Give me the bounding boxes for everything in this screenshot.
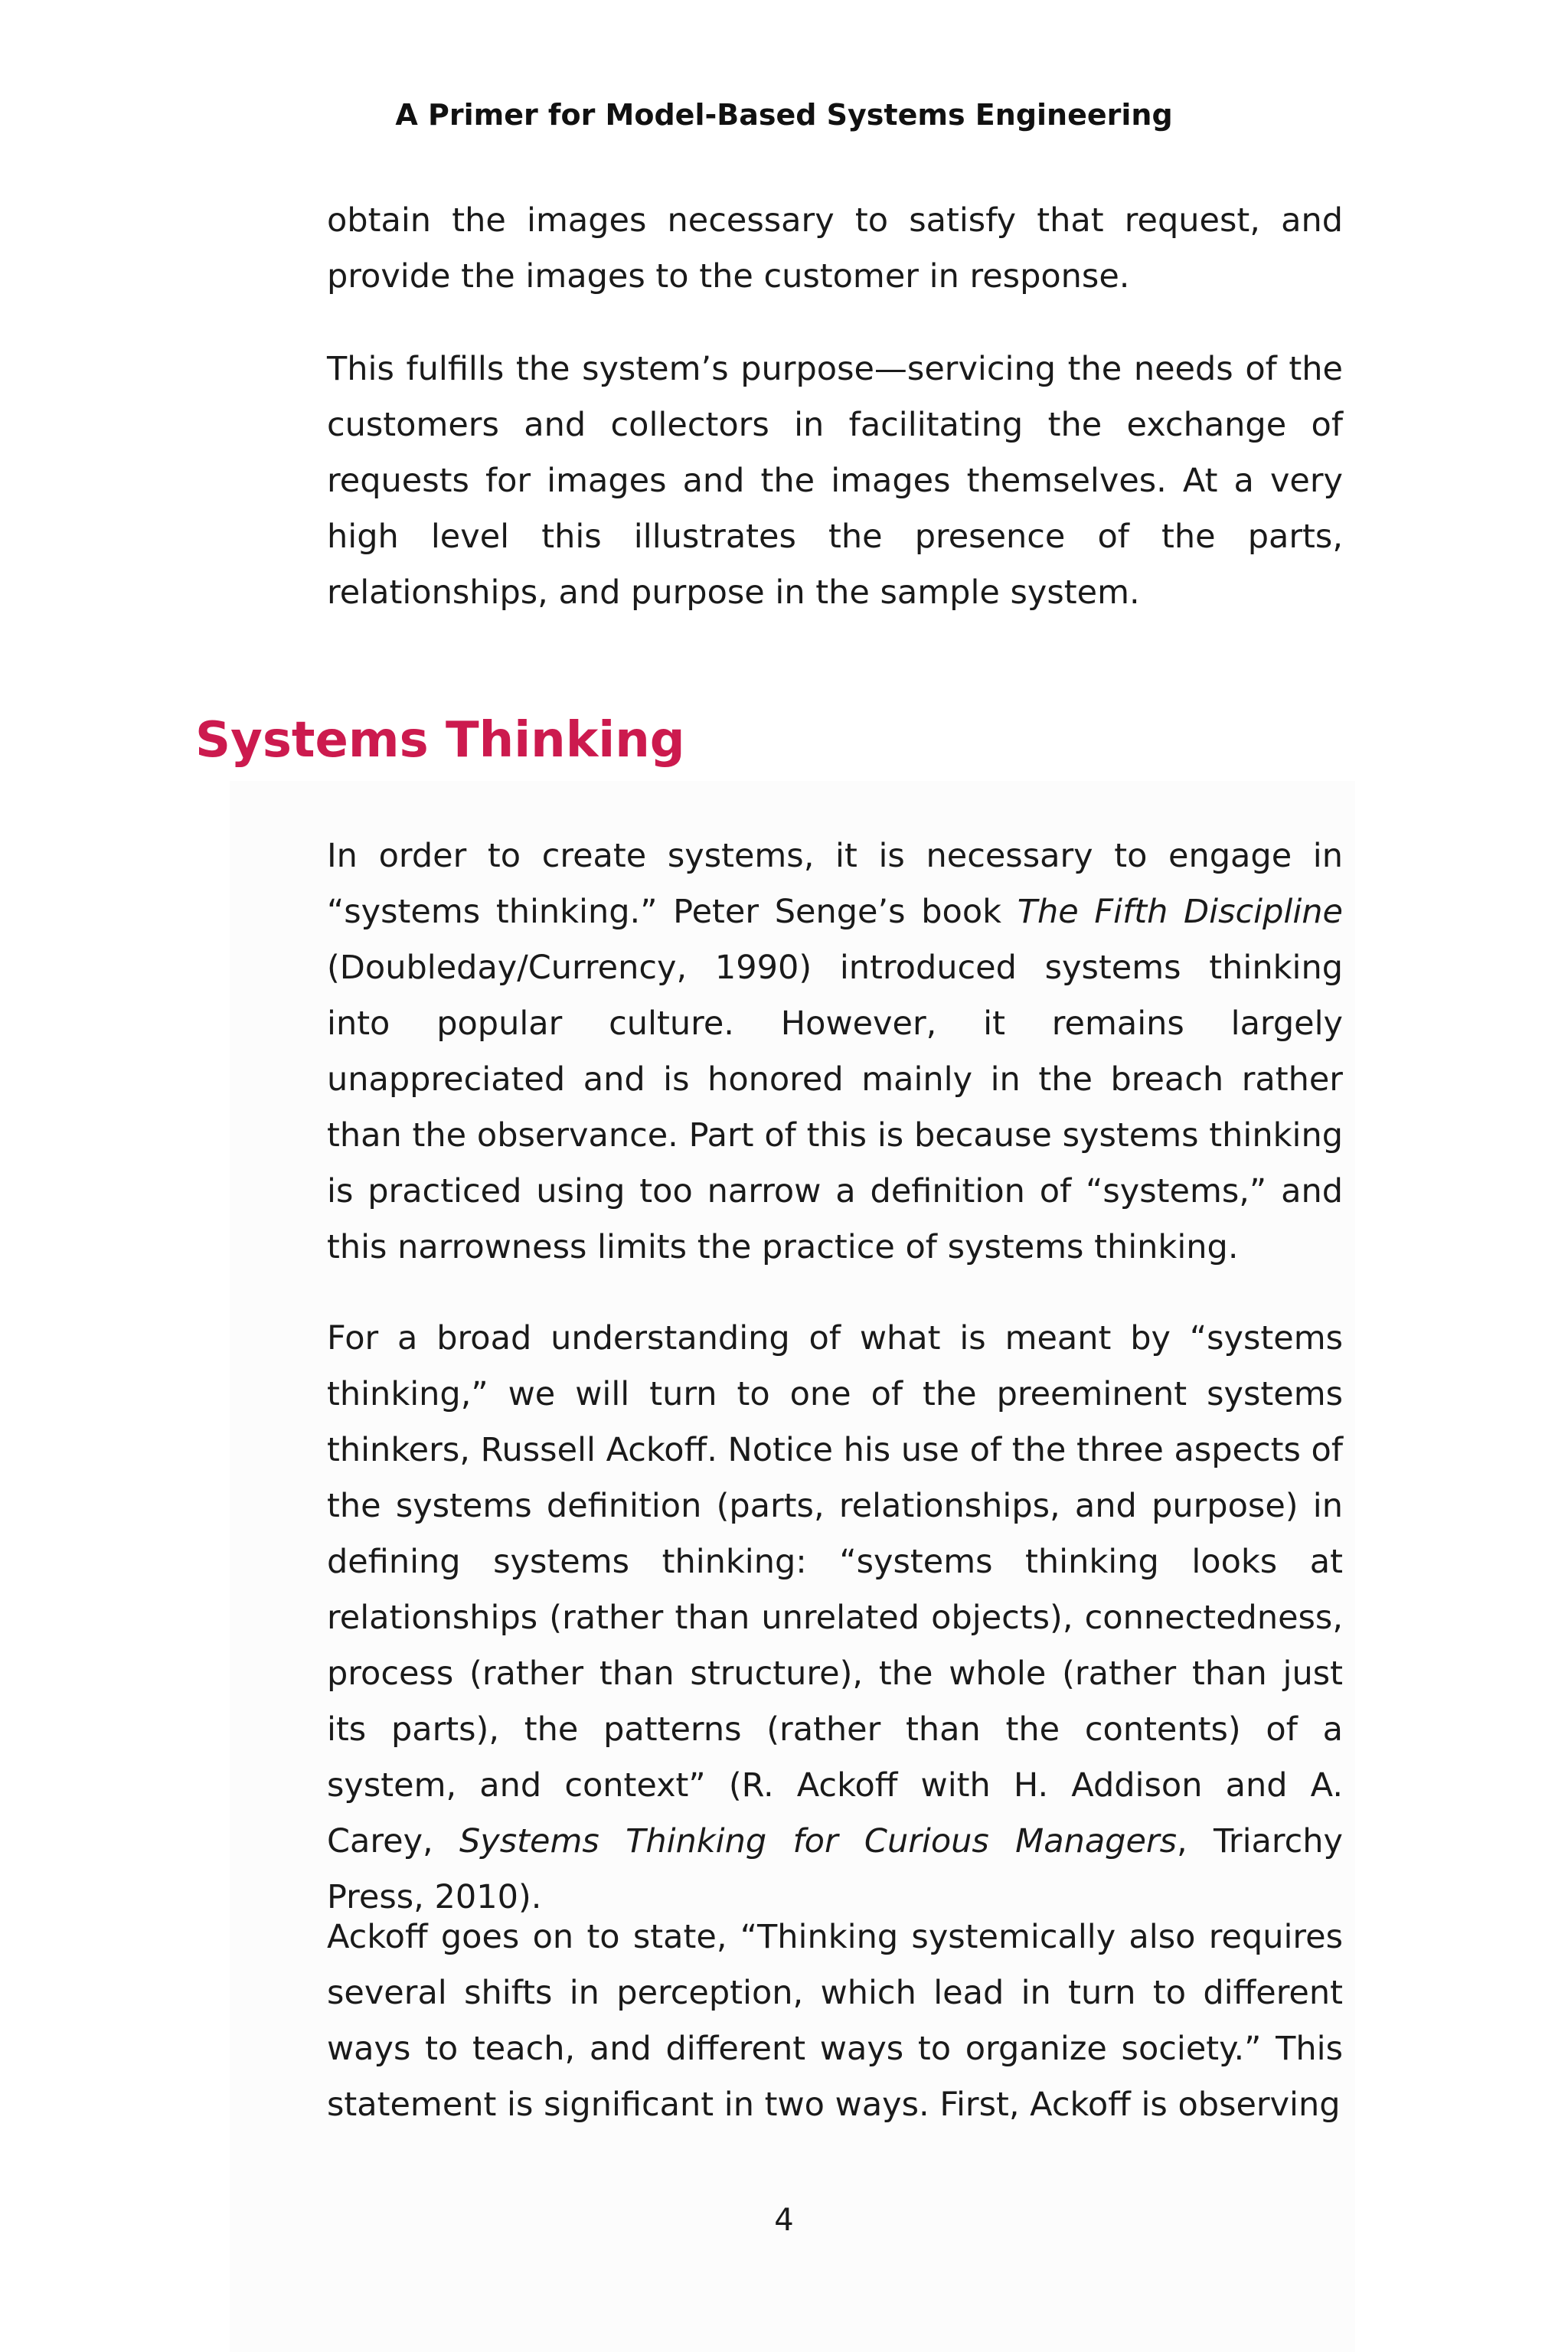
book-title: The Fifth Discipline [1017,893,1343,931]
paragraph-text: Ackoff goes on to state, “Thinking systemically also requires several shifts in perception, which lead in turn to different ways to teach, and different ways to organize society.” This statement is significant in two ways. First, Ackoff is observing [327,1918,1343,2124]
paragraph-senge [327,828,1343,1276]
section-heading: Systems Thinking [195,712,685,769]
paragraph-text: obtain the images necessary to satisfy that request, and provide the images to the customer in response. [327,201,1343,296]
page-number: 4 [774,2203,794,2238]
paragraph-perception [327,1909,1343,2133]
book-title: Systems Thinking for Curious Managers [459,1822,1177,1860]
paragraph-text [327,828,1343,1276]
text-run: (Doubleday/Currency, 1990) introduced systems thinking into popular culture. However, it remains largely unappreciated and is honored mainly in the breach rather than the observance. Part of this is because systems thinking is practiced using too narrow a definition of “systems,” and this narrowness limits the practice of systems thinking. [327,949,1343,1266]
text-run: , Triarchy Press, 2010). [327,1822,1343,1916]
paragraph-purpose [327,341,1343,621]
paragraph-continuation [327,193,1343,305]
text-run: For a broad understanding of what is meant by “systems thinking,” we will turn to one of the preeminent systems thinkers, Russell Ackoff. Notice his use of the three aspects of the systems definition (parts, relationships, and purpose) in defining systems thinking: “systems thinking looks at relationships (rather than unrelated objects), connectedness, process (rather than structure), the whole (rather than just its parts), the patterns (rather than the contents) of a system, and context” (R. Ackoff with H. Addison and A. Carey, [327,1319,1343,1860]
paragraph-text [327,1311,1343,1926]
text-run: In order to create systems, it is necessary to engage in “systems thinking.” Peter Senge’s book [327,837,1343,931]
running-header: A Primer for Model-Based Systems Engineering [395,98,1173,132]
paragraph-text: This fulfills the system’s purpose—servicing the needs of the customers and collectors in facilitating the exchange of requests for images and the images themselves. At a very high level this illustrates the presence of the parts, relationships, and purpose in the sample system. [327,350,1343,612]
paragraph-ackoff [327,1311,1343,1926]
